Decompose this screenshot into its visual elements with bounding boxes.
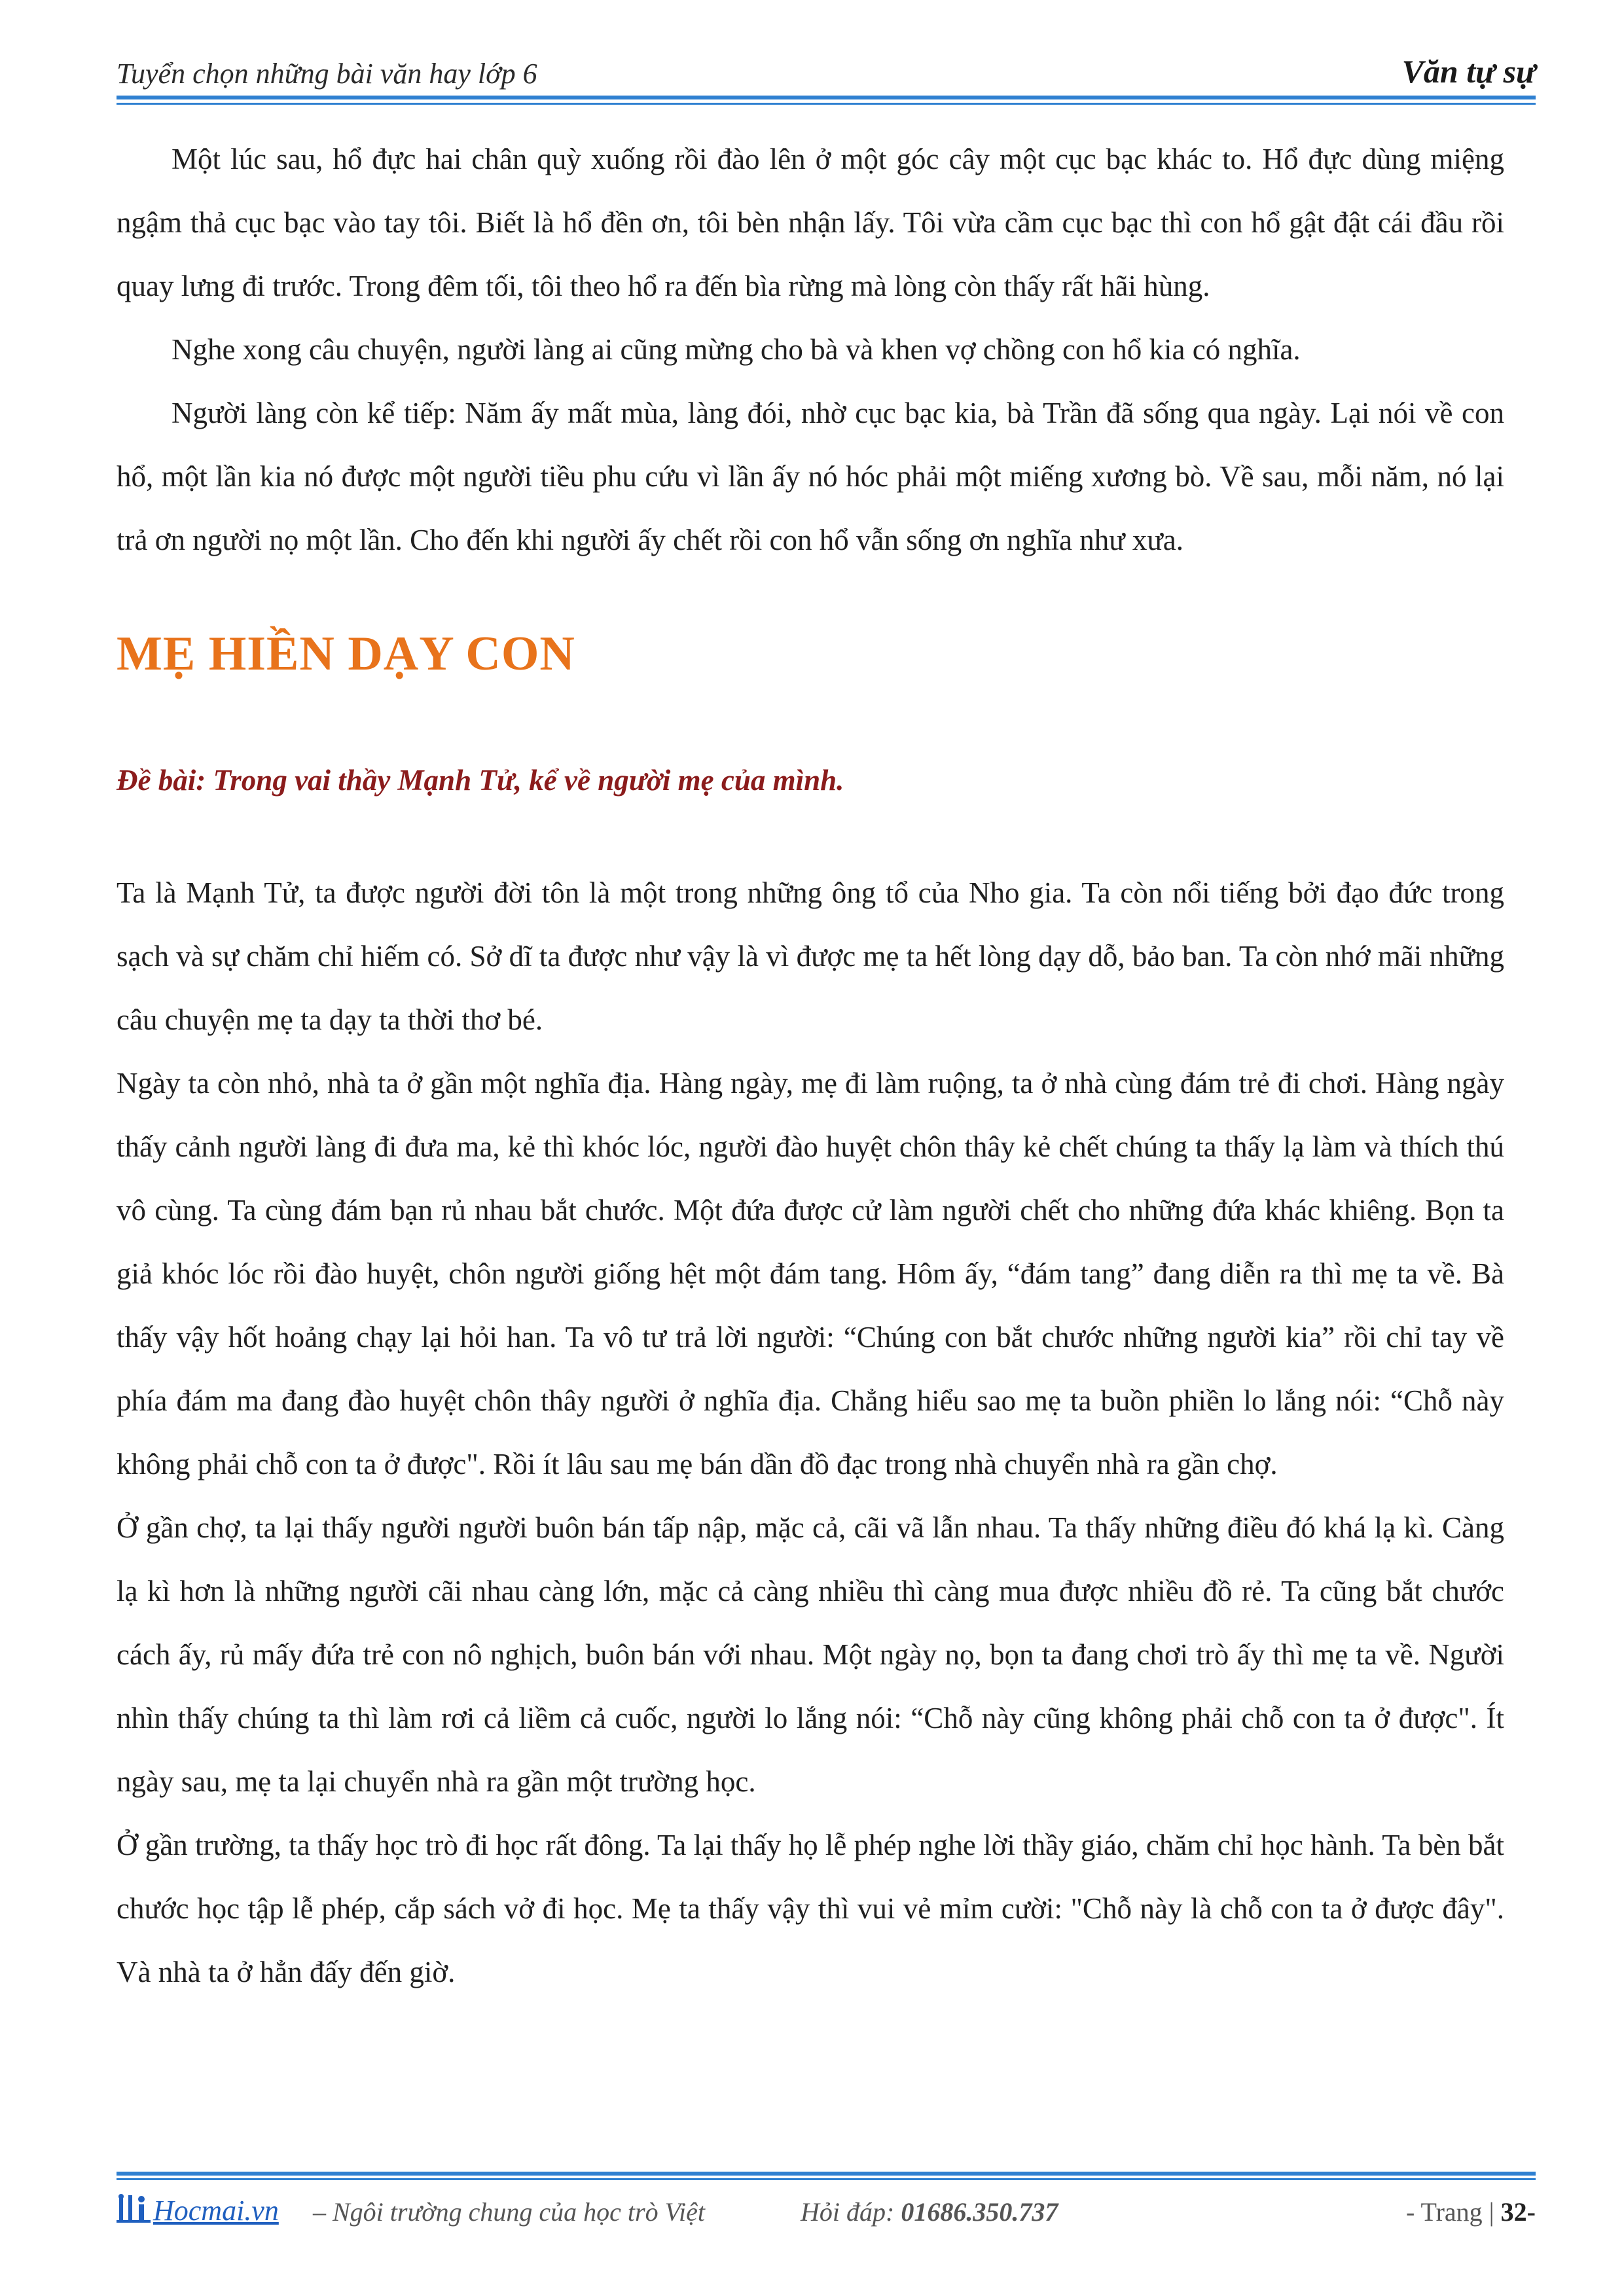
header-section-title: Văn tự sự xyxy=(1401,53,1536,90)
page-header xyxy=(117,54,1536,99)
footer-line xyxy=(117,2191,1536,2231)
footer-hotline xyxy=(801,2197,1058,2227)
paragraph-3: Người làng còn kể tiếp: Năm ấy mất mùa, làng đói, nhờ cục bạc kia, bà Trần đã sống qua ngày. Lại nói về con hổ, một lần kia nó được một người tiều phu cứu vì lần ấy nó hóc phải một miếng xương bò. Về sau, mỗi năm, nó lại trả ơn người nọ một lần. Cho đến khi người ấy chết rồi con hổ vẫn sống ơn nghĩa như xưa. xyxy=(117,397,1504,556)
page-content xyxy=(117,128,1504,2004)
paragraph-6: Ở gần chợ, ta lại thấy người người buôn bán tấp nập, mặc cả, cãi vã lẫn nhau. Ta thấy những điều đó khá lạ kì. Càng lạ kì hơn là những người cãi nhau càng lớn, mặc cả càng nhiều thì càng mua được nhiều đồ rẻ. Ta cũng bắt chước cách ấy, rủ mấy đứa trẻ con nô nghịch, buôn bán với nhau. Một ngày nọ, bọn ta đang chơi trò ấy thì mẹ ta về. Người nhìn thấy chúng ta thì làm rơi cả liềm cả cuốc, người lo lắng nói: “Chỗ này cũng không phải chỗ con ta ở được". Ít ngày sau, mẹ ta lại chuyển nhà ra gần một trường học. xyxy=(117,1511,1504,1798)
page-label: - Trang | xyxy=(1405,2197,1494,2227)
header-book-title: Tuyển chọn những bài văn hay lớp 6 xyxy=(117,58,537,90)
footer-slogan: – Ngôi trường chung của học trò Việt xyxy=(313,2197,706,2227)
paragraph-4: Ta là Mạnh Tử, ta được người đời tôn là một trong những ông tổ của Nho gia. Ta còn nổi tiếng bởi đạo đức trong sạch và sự chăm chỉ hiếm có. Sở dĩ ta được như vậy là vì được mẹ ta hết lòng dạy dỗ, bảo ban. Ta còn nhớ mãi những câu chuyện mẹ ta dạy ta thời thơ bé. xyxy=(117,876,1504,1036)
footer-divider xyxy=(117,2172,1536,2176)
page-number xyxy=(1406,2197,1536,2227)
assignment-prompt: Đề bài: Trong vai thầy Mạnh Tử, kể về người mẹ của mình. xyxy=(117,764,844,797)
hotline-label: Hỏi đáp: xyxy=(801,2197,895,2227)
story-title: MẸ HIỀN DẠY CON xyxy=(117,627,575,681)
paragraph-1: Một lúc sau, hổ đực hai chân quỳ xuống rồi đào lên ở một góc cây một cục bạc khác to. Hổ đực dùng miệng ngậm thả cục bạc vào tay tôi. Biết là hổ đền ơn, tôi bèn nhận lấy. Tôi vừa cầm cục bạc thì con hổ gật đật cái đầu rồi quay lưng đi trước. Trong đêm tối, tôi theo hổ ra đến bìa rừng mà lòng còn thấy rất hãi hùng. xyxy=(117,143,1504,302)
hotline-number: 01686.350.737 xyxy=(901,2197,1058,2227)
paragraph-2: Nghe xong câu chuyện, người làng ai cũng mừng cho bà và khen vợ chồng con hổ kia có nghĩa. xyxy=(171,333,1301,366)
footer-divider-thin xyxy=(117,2178,1536,2180)
page-number-value: 32- xyxy=(1500,2197,1536,2227)
page-footer xyxy=(117,2172,1536,2237)
header-divider xyxy=(117,96,1536,99)
hocmai-logo-icon xyxy=(117,2194,151,2224)
header-divider-thin xyxy=(117,103,1536,105)
hocmai-link[interactable]: Hocmai.vn xyxy=(153,2195,279,2227)
paragraph-7: Ở gần trường, ta thấy học trò đi học rất đông. Ta lại thấy họ lễ phép nghe lời thầy giáo, chăm chỉ học hành. Ta bèn bắt chước học tập lễ phép, cắp sách vở đi học. Mẹ ta thấy vậy thì vui vẻ mỉm cười: "Chỗ này là chỗ con ta ở được đây". Và nhà ta ở hẳn đấy đến giờ. xyxy=(117,1829,1504,1988)
paragraph-5: Ngày ta còn nhỏ, nhà ta ở gần một nghĩa địa. Hàng ngày, mẹ đi làm ruộng, ta ở nhà cùng đám trẻ đi chơi. Hàng ngày thấy cảnh người làng đi đưa ma, kẻ thì khóc lóc, người đào huyệt chôn thây kẻ chết chúng ta thấy lạ làm và thích thú vô cùng. Ta cùng đám bạn rủ nhau bắt chước. Một đứa được cử làm người chết cho những đứa khác khiêng. Bọn ta giả khóc lóc rồi đào huyệt, chôn người giống hệt một đám tang. Hôm ấy, “đám tang” đang diễn ra thì mẹ ta về. Bà thấy vậy hốt hoảng chạy lại hỏi han. Ta vô tư trả lời người: “Chúng con bắt chước những người kia” rồi chỉ tay về phía đám ma đang đào huyệt chôn thây người ở nghĩa địa. Chẳng hiểu sao mẹ ta buồn phiền lo lắng nói: “Chỗ này không phải chỗ con ta ở được". Rồi ít lâu sau mẹ bán dần đồ đạc trong nhà chuyển nhà ra gần chợ. xyxy=(117,1067,1504,1480)
